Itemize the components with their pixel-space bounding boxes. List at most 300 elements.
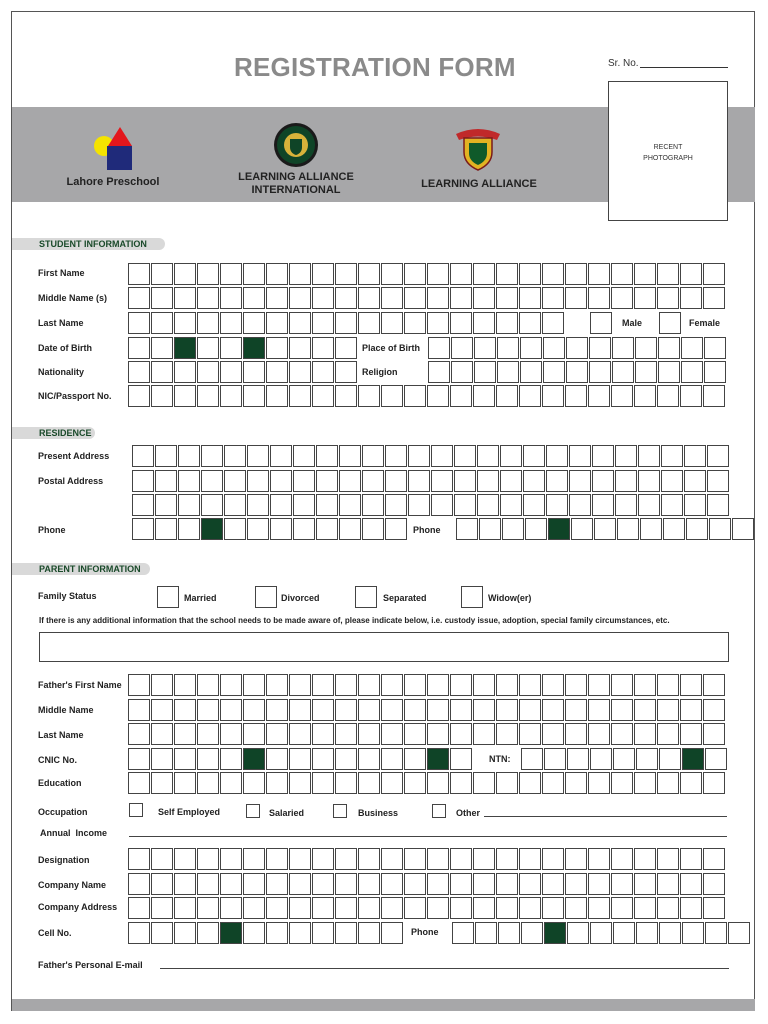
char-cell[interactable]: [174, 723, 196, 745]
char-cell[interactable]: [312, 748, 334, 770]
char-cell[interactable]: [178, 470, 200, 492]
char-cell[interactable]: [611, 897, 633, 919]
char-cell[interactable]: [312, 723, 334, 745]
char-cell[interactable]: [128, 848, 150, 870]
char-cell[interactable]: [197, 848, 219, 870]
char-cell[interactable]: [289, 848, 311, 870]
char-cell[interactable]: [151, 897, 173, 919]
char-cell[interactable]: [703, 848, 725, 870]
char-cell[interactable]: [289, 723, 311, 745]
char-cell[interactable]: [502, 518, 524, 540]
char-cell[interactable]: [496, 312, 518, 334]
char-cell[interactable]: [496, 287, 518, 309]
char-cell[interactable]: [519, 897, 541, 919]
char-cell[interactable]: [703, 772, 725, 794]
char-cell[interactable]: [542, 674, 564, 696]
char-cell[interactable]: [155, 494, 177, 516]
char-cell[interactable]: [243, 922, 265, 944]
char-cell[interactable]: [174, 674, 196, 696]
char-cell[interactable]: [358, 287, 380, 309]
char-cell[interactable]: [427, 723, 449, 745]
char-cell[interactable]: [174, 873, 196, 895]
char-cell[interactable]: [635, 361, 657, 383]
char-cell[interactable]: [151, 748, 173, 770]
char-cell[interactable]: [703, 287, 725, 309]
business-checkbox[interactable]: [333, 804, 347, 818]
char-cell[interactable]: [542, 699, 564, 721]
char-cell[interactable]: [381, 723, 403, 745]
father-phone-field[interactable]: [452, 922, 751, 944]
char-cell[interactable]: [358, 263, 380, 285]
char-cell[interactable]: [266, 897, 288, 919]
char-cell[interactable]: [174, 897, 196, 919]
char-cell[interactable]: [312, 897, 334, 919]
char-cell[interactable]: [542, 723, 564, 745]
char-cell[interactable]: [709, 518, 731, 540]
char-cell[interactable]: [479, 518, 501, 540]
char-cell[interactable]: [612, 361, 634, 383]
char-cell[interactable]: [615, 445, 637, 467]
char-cell[interactable]: [523, 494, 545, 516]
char-cell[interactable]: [151, 312, 173, 334]
char-cell[interactable]: [381, 699, 403, 721]
char-cell[interactable]: [381, 748, 403, 770]
char-cell[interactable]: [381, 873, 403, 895]
char-cell[interactable]: [634, 772, 656, 794]
char-cell[interactable]: [128, 699, 150, 721]
char-cell[interactable]: [335, 385, 357, 407]
char-cell[interactable]: [178, 518, 200, 540]
char-cell[interactable]: [358, 385, 380, 407]
char-cell[interactable]: [362, 494, 384, 516]
char-cell[interactable]: [611, 723, 633, 745]
char-cell[interactable]: [151, 263, 173, 285]
char-cell[interactable]: [588, 873, 610, 895]
char-cell[interactable]: [155, 470, 177, 492]
char-cell[interactable]: [358, 922, 380, 944]
char-cell[interactable]: [588, 723, 610, 745]
char-cell[interactable]: [680, 848, 702, 870]
char-cell[interactable]: [454, 470, 476, 492]
char-cell[interactable]: [588, 674, 610, 696]
char-cell[interactable]: [427, 287, 449, 309]
char-cell[interactable]: [404, 312, 426, 334]
char-cell[interactable]: [427, 385, 449, 407]
char-cell[interactable]: [247, 518, 269, 540]
char-cell[interactable]: [496, 723, 518, 745]
char-cell[interactable]: [289, 748, 311, 770]
char-cell[interactable]: [128, 361, 150, 383]
char-cell[interactable]: [658, 361, 680, 383]
char-cell[interactable]: [588, 772, 610, 794]
char-cell[interactable]: [381, 674, 403, 696]
char-cell[interactable]: [174, 385, 196, 407]
char-cell[interactable]: [431, 445, 453, 467]
char-cell[interactable]: [381, 922, 403, 944]
char-cell[interactable]: [197, 897, 219, 919]
char-cell[interactable]: [565, 772, 587, 794]
char-cell[interactable]: [197, 263, 219, 285]
char-cell[interactable]: [473, 873, 495, 895]
char-cell[interactable]: [312, 873, 334, 895]
char-cell[interactable]: [197, 312, 219, 334]
char-cell[interactable]: [450, 263, 472, 285]
char-cell[interactable]: [197, 873, 219, 895]
char-cell[interactable]: [151, 848, 173, 870]
nationality-field[interactable]: [128, 361, 358, 383]
char-cell[interactable]: [542, 385, 564, 407]
char-cell[interactable]: [703, 263, 725, 285]
char-cell[interactable]: [588, 263, 610, 285]
char-cell[interactable]: [358, 723, 380, 745]
residence-phone-field[interactable]: [132, 518, 408, 540]
char-cell[interactable]: [404, 263, 426, 285]
char-cell[interactable]: [178, 445, 200, 467]
char-cell[interactable]: [657, 723, 679, 745]
char-cell[interactable]: [588, 385, 610, 407]
char-cell[interactable]: [289, 263, 311, 285]
char-cell[interactable]: [289, 699, 311, 721]
char-cell[interactable]: [477, 445, 499, 467]
char-cell[interactable]: [404, 772, 426, 794]
char-cell[interactable]: [658, 337, 680, 359]
father-last-name-field[interactable]: [128, 723, 726, 745]
char-cell[interactable]: [427, 699, 449, 721]
char-cell[interactable]: [496, 873, 518, 895]
char-cell[interactable]: [335, 848, 357, 870]
char-cell[interactable]: [566, 337, 588, 359]
char-cell[interactable]: [496, 848, 518, 870]
char-cell[interactable]: [385, 470, 407, 492]
char-cell[interactable]: [473, 897, 495, 919]
char-cell[interactable]: [592, 494, 614, 516]
char-cell[interactable]: [707, 470, 729, 492]
char-cell[interactable]: [450, 723, 472, 745]
char-cell[interactable]: [638, 470, 660, 492]
char-cell[interactable]: [634, 287, 656, 309]
char-cell[interactable]: [450, 674, 472, 696]
char-cell[interactable]: [657, 873, 679, 895]
char-cell[interactable]: [404, 897, 426, 919]
char-cell[interactable]: [565, 848, 587, 870]
char-cell[interactable]: [566, 361, 588, 383]
char-cell[interactable]: [404, 748, 426, 770]
cell-no-field[interactable]: [128, 922, 404, 944]
char-cell[interactable]: [611, 699, 633, 721]
char-cell[interactable]: [155, 518, 177, 540]
char-cell[interactable]: [224, 470, 246, 492]
char-cell[interactable]: [634, 848, 656, 870]
char-cell[interactable]: [404, 385, 426, 407]
nic-field[interactable]: [128, 385, 726, 407]
char-cell[interactable]: [358, 897, 380, 919]
char-cell[interactable]: [542, 848, 564, 870]
char-cell[interactable]: [569, 494, 591, 516]
char-cell[interactable]: [243, 361, 265, 383]
char-cell[interactable]: [220, 287, 242, 309]
char-cell[interactable]: [128, 674, 150, 696]
char-cell[interactable]: [498, 922, 520, 944]
char-cell[interactable]: [381, 848, 403, 870]
char-cell[interactable]: [404, 848, 426, 870]
char-cell[interactable]: [404, 699, 426, 721]
char-cell[interactable]: [335, 873, 357, 895]
char-cell[interactable]: [589, 337, 611, 359]
char-cell[interactable]: [128, 748, 150, 770]
char-cell[interactable]: [270, 445, 292, 467]
char-cell[interactable]: [500, 494, 522, 516]
char-cell[interactable]: [335, 897, 357, 919]
char-cell[interactable]: [703, 897, 725, 919]
char-cell[interactable]: [497, 337, 519, 359]
present-address-field[interactable]: [132, 445, 730, 467]
char-cell[interactable]: [496, 772, 518, 794]
char-cell[interactable]: [289, 873, 311, 895]
char-cell[interactable]: [684, 445, 706, 467]
char-cell[interactable]: [289, 312, 311, 334]
char-cell[interactable]: [362, 445, 384, 467]
char-cell[interactable]: [335, 748, 357, 770]
char-cell[interactable]: [612, 337, 634, 359]
char-cell[interactable]: [224, 445, 246, 467]
char-cell[interactable]: [404, 287, 426, 309]
char-cell[interactable]: [381, 897, 403, 919]
char-cell[interactable]: [657, 848, 679, 870]
char-cell[interactable]: [520, 361, 542, 383]
char-cell[interactable]: [243, 873, 265, 895]
char-cell[interactable]: [615, 470, 637, 492]
char-cell[interactable]: [473, 287, 495, 309]
char-cell[interactable]: [266, 287, 288, 309]
char-cell[interactable]: [661, 494, 683, 516]
char-cell[interactable]: [638, 494, 660, 516]
char-cell[interactable]: [680, 723, 702, 745]
char-cell[interactable]: [132, 494, 154, 516]
char-cell[interactable]: [705, 748, 727, 770]
char-cell[interactable]: [565, 897, 587, 919]
char-cell[interactable]: [569, 445, 591, 467]
char-cell[interactable]: [243, 699, 265, 721]
postal-address-field-2[interactable]: [132, 494, 730, 516]
char-cell[interactable]: [496, 385, 518, 407]
char-cell[interactable]: [220, 848, 242, 870]
father-email-line[interactable]: [160, 968, 729, 969]
char-cell[interactable]: [451, 361, 473, 383]
char-cell[interactable]: [497, 361, 519, 383]
char-cell[interactable]: [680, 263, 702, 285]
char-cell[interactable]: [519, 699, 541, 721]
char-cell[interactable]: [293, 445, 315, 467]
char-cell[interactable]: [197, 337, 219, 359]
char-cell[interactable]: [243, 287, 265, 309]
residence-phone2-field[interactable]: [456, 518, 755, 540]
char-cell[interactable]: [519, 385, 541, 407]
char-cell[interactable]: [178, 494, 200, 516]
char-cell[interactable]: [335, 287, 357, 309]
char-cell[interactable]: [474, 337, 496, 359]
char-cell[interactable]: [450, 748, 472, 770]
char-cell[interactable]: [592, 470, 614, 492]
char-cell[interactable]: [473, 385, 495, 407]
char-cell[interactable]: [703, 723, 725, 745]
char-cell[interactable]: [316, 518, 338, 540]
char-cell[interactable]: [427, 674, 449, 696]
char-cell[interactable]: [732, 518, 754, 540]
char-cell[interactable]: [519, 674, 541, 696]
char-cell[interactable]: [519, 873, 541, 895]
char-cell[interactable]: [132, 470, 154, 492]
char-cell[interactable]: [128, 287, 150, 309]
char-cell[interactable]: [266, 361, 288, 383]
char-cell[interactable]: [151, 287, 173, 309]
char-cell[interactable]: [613, 748, 635, 770]
first-name-field[interactable]: [128, 263, 726, 285]
char-cell[interactable]: [635, 337, 657, 359]
char-cell[interactable]: [312, 337, 334, 359]
char-cell[interactable]: [592, 445, 614, 467]
char-cell[interactable]: [335, 674, 357, 696]
char-cell[interactable]: [544, 748, 566, 770]
char-cell[interactable]: [473, 263, 495, 285]
char-cell[interactable]: [542, 772, 564, 794]
char-cell[interactable]: [500, 445, 522, 467]
char-cell[interactable]: [496, 674, 518, 696]
char-cell[interactable]: [289, 385, 311, 407]
char-cell[interactable]: [634, 723, 656, 745]
char-cell[interactable]: [312, 287, 334, 309]
char-cell[interactable]: [477, 470, 499, 492]
char-cell[interactable]: [316, 470, 338, 492]
char-cell[interactable]: [590, 748, 612, 770]
salaried-checkbox[interactable]: [246, 804, 260, 818]
char-cell[interactable]: [680, 897, 702, 919]
char-cell[interactable]: [657, 772, 679, 794]
char-cell[interactable]: [220, 337, 242, 359]
char-cell[interactable]: [473, 772, 495, 794]
cnic-field[interactable]: [128, 748, 473, 770]
char-cell[interactable]: [546, 470, 568, 492]
char-cell[interactable]: [266, 922, 288, 944]
char-cell[interactable]: [293, 494, 315, 516]
char-cell[interactable]: [381, 772, 403, 794]
char-cell[interactable]: [571, 518, 593, 540]
annual-income-line[interactable]: [129, 836, 727, 837]
char-cell[interactable]: [335, 312, 357, 334]
char-cell[interactable]: [201, 494, 223, 516]
divorced-checkbox[interactable]: [255, 586, 277, 608]
char-cell[interactable]: [703, 699, 725, 721]
char-cell[interactable]: [220, 385, 242, 407]
char-cell[interactable]: [565, 674, 587, 696]
char-cell[interactable]: [519, 263, 541, 285]
char-cell[interactable]: [385, 445, 407, 467]
char-cell[interactable]: [611, 385, 633, 407]
char-cell[interactable]: [128, 337, 150, 359]
religion-field[interactable]: [428, 361, 727, 383]
char-cell[interactable]: [521, 922, 543, 944]
char-cell[interactable]: [634, 699, 656, 721]
char-cell[interactable]: [588, 897, 610, 919]
char-cell[interactable]: [543, 337, 565, 359]
char-cell[interactable]: [661, 445, 683, 467]
char-cell[interactable]: [588, 848, 610, 870]
char-cell[interactable]: [565, 385, 587, 407]
char-cell[interactable]: [312, 385, 334, 407]
char-cell[interactable]: [450, 873, 472, 895]
char-cell[interactable]: [634, 873, 656, 895]
char-cell[interactable]: [335, 772, 357, 794]
char-cell[interactable]: [473, 312, 495, 334]
char-cell[interactable]: [704, 337, 726, 359]
char-cell[interactable]: [428, 361, 450, 383]
char-cell[interactable]: [404, 674, 426, 696]
char-cell[interactable]: [289, 337, 311, 359]
char-cell[interactable]: [220, 674, 242, 696]
char-cell[interactable]: [680, 674, 702, 696]
char-cell[interactable]: [247, 445, 269, 467]
char-cell[interactable]: [243, 848, 265, 870]
char-cell[interactable]: [475, 922, 497, 944]
char-cell[interactable]: [220, 873, 242, 895]
char-cell[interactable]: [128, 312, 150, 334]
char-cell[interactable]: [657, 385, 679, 407]
char-cell[interactable]: [151, 674, 173, 696]
char-cell[interactable]: [312, 361, 334, 383]
char-cell[interactable]: [681, 361, 703, 383]
char-cell[interactable]: [201, 470, 223, 492]
char-cell[interactable]: [427, 897, 449, 919]
char-cell[interactable]: [611, 772, 633, 794]
last-name-field[interactable]: [128, 312, 565, 334]
char-cell[interactable]: [289, 922, 311, 944]
char-cell[interactable]: [132, 445, 154, 467]
char-cell[interactable]: [266, 263, 288, 285]
char-cell[interactable]: [611, 263, 633, 285]
company-name-field[interactable]: [128, 873, 726, 895]
char-cell[interactable]: [266, 873, 288, 895]
char-cell[interactable]: [358, 699, 380, 721]
char-cell[interactable]: [266, 772, 288, 794]
char-cell[interactable]: [381, 263, 403, 285]
char-cell[interactable]: [542, 263, 564, 285]
char-cell[interactable]: [224, 518, 246, 540]
char-cell[interactable]: [335, 337, 357, 359]
char-cell[interactable]: [243, 385, 265, 407]
char-cell[interactable]: [174, 848, 196, 870]
other-occupation-line[interactable]: [484, 816, 727, 817]
char-cell[interactable]: [151, 873, 173, 895]
char-cell[interactable]: [155, 445, 177, 467]
char-cell[interactable]: [680, 772, 702, 794]
char-cell[interactable]: [657, 287, 679, 309]
ntn-field[interactable]: [521, 748, 728, 770]
char-cell[interactable]: [312, 699, 334, 721]
char-cell[interactable]: [657, 263, 679, 285]
char-cell[interactable]: [542, 287, 564, 309]
char-cell[interactable]: [362, 470, 384, 492]
char-cell[interactable]: [684, 494, 706, 516]
char-cell[interactable]: [197, 385, 219, 407]
char-cell[interactable]: [289, 897, 311, 919]
char-cell[interactable]: [197, 361, 219, 383]
char-cell[interactable]: [520, 337, 542, 359]
char-cell[interactable]: [704, 361, 726, 383]
char-cell[interactable]: [427, 263, 449, 285]
char-cell[interactable]: [266, 337, 288, 359]
other-checkbox[interactable]: [432, 804, 446, 818]
char-cell[interactable]: [456, 518, 478, 540]
char-cell[interactable]: [427, 312, 449, 334]
